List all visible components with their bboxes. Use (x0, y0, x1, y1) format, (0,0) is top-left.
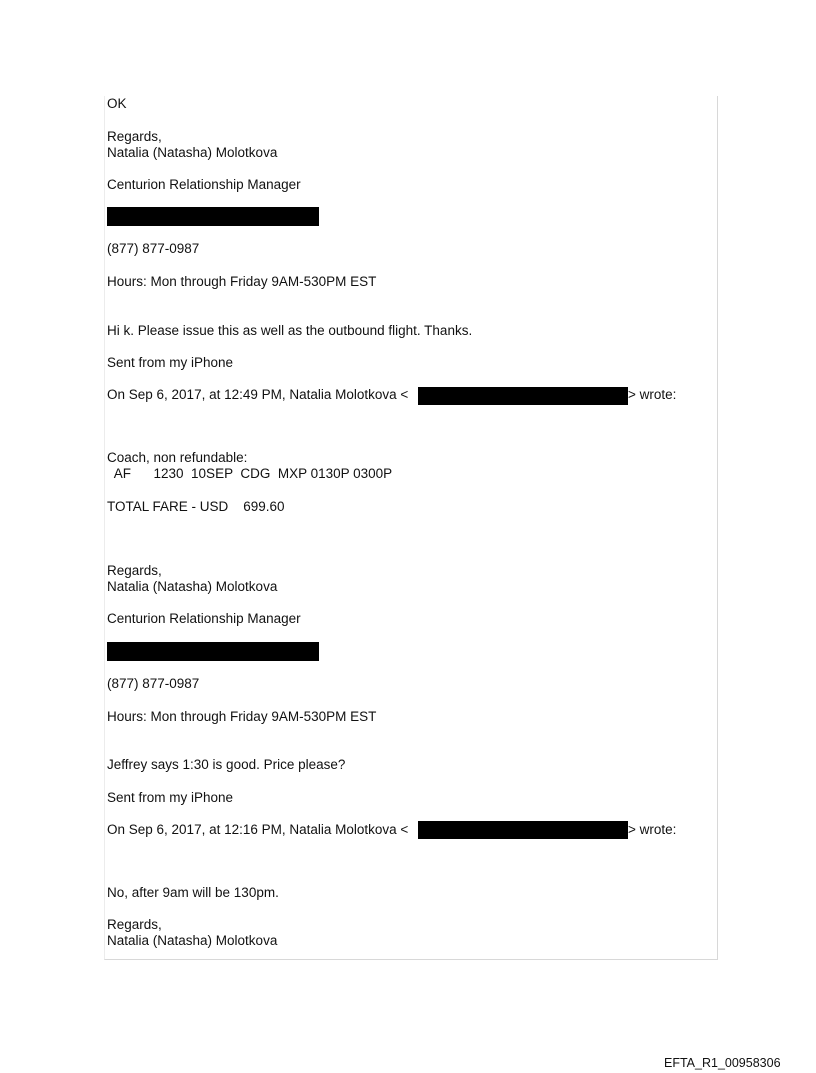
final-name: Natalia (Natasha) Molotkova (107, 933, 278, 948)
msg1-sent-from: Sent from my iPhone (107, 355, 234, 370)
msg1-quote-suffix: > wrote: (628, 387, 677, 402)
sig2-name: Natalia (Natasha) Molotkova (107, 579, 278, 594)
sig1-regards: Regards, (107, 129, 162, 144)
msg2-sent-from: Sent from my iPhone (107, 790, 234, 805)
fare-flight: AF 1230 10SEP CDG MXP 0130P 0300P (107, 466, 393, 481)
sig2-title: Centurion Relationship Manager (107, 611, 301, 626)
sig2-regards: Regards, (107, 563, 162, 578)
msg1-body: Hi k. Please issue this as well as the outbound flight. Thanks. (107, 323, 473, 338)
redaction-bar (418, 821, 628, 839)
redaction-bar (418, 387, 628, 405)
sig2-hours: Hours: Mon through Friday 9AM-530PM EST (107, 709, 377, 724)
fare-total: TOTAL FARE - USD 699.60 (107, 499, 285, 514)
msg2-body: Jeffrey says 1:30 is good. Price please? (107, 757, 346, 772)
document-id: EFTA_R1_00958306 (664, 1056, 781, 1070)
fare-coach: Coach, non refundable: (107, 450, 248, 465)
sig1-hours: Hours: Mon through Friday 9AM-530PM EST (107, 274, 377, 289)
msg2-quote-prefix: On Sep 6, 2017, at 12:16 PM, Natalia Molotkova < (107, 822, 409, 837)
sig1-phone: (877) 877-0987 (107, 241, 200, 256)
final-regards: Regards, (107, 917, 162, 932)
sig1-title: Centurion Relationship Manager (107, 177, 301, 192)
redaction-bar (107, 207, 319, 226)
msg1-quote-prefix: On Sep 6, 2017, at 12:49 PM, Natalia Molotkova < (107, 387, 409, 402)
reply-ok: OK (107, 96, 127, 111)
sig2-phone: (877) 877-0987 (107, 676, 200, 691)
final-body: No, after 9am will be 130pm. (107, 885, 279, 900)
redaction-bar (107, 642, 319, 661)
sig1-name: Natalia (Natasha) Molotkova (107, 145, 278, 160)
msg2-quote-suffix: > wrote: (628, 822, 677, 837)
